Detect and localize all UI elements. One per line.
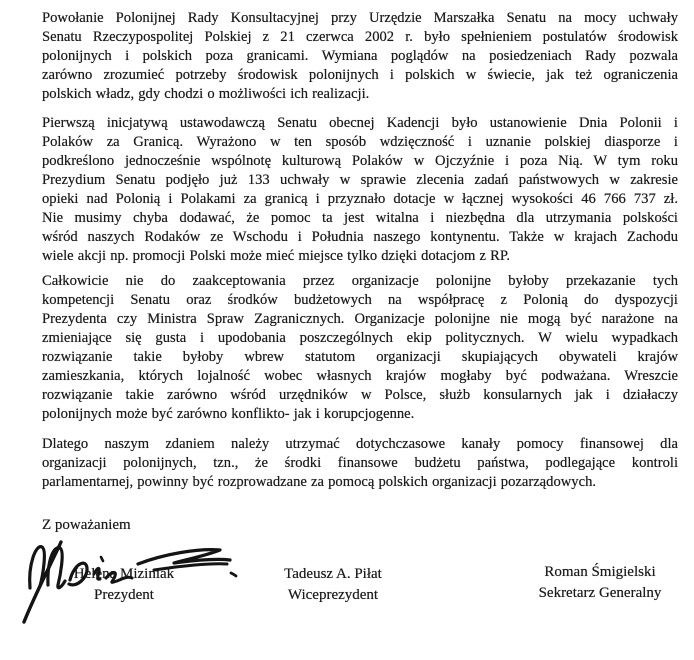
paragraph-line: Pierwszą inicjatywą ustawodawczą Senatu obecnej Kadencji było ustanowienie Dnia Polonii i — [42, 115, 678, 131]
signatory-title: Prezydent — [94, 587, 154, 603]
signatory-title: Wiceprezydent — [287, 587, 379, 603]
paragraph-line: zmieniające się gusta i upodobania poszczególnych ekip politycznych. W wielu wypadkach — [42, 330, 678, 346]
paragraph-line: opieki nad Polonią i Polakami za granicą i przyznało dotacje w łącznej wysokości 46 766 737 zł. — [42, 191, 678, 207]
paragraph-line: rozwiązanie takie byłoby wbrew statutom organizacji skupiających obywateli krajów — [42, 349, 678, 365]
paragraph-line: kompetencji Senatu oraz środków budżetowych na współpracę z Polonią do dyspozycji — [42, 292, 678, 308]
paragraph-line: polonijnych może być zarówno konflikto- jak i korupcjogenne. — [42, 406, 415, 422]
paragraph-line: Nie musimy chyba dodawać, że pomoc ta jest witalna i niezbędna dla utrzymania polskości — [42, 210, 678, 226]
paragraph-line: Prezydium Senatu podjęło już 133 uchwały w sprawie zlecenia zadań państwowych w zakresie — [42, 172, 678, 188]
signatory-title: Sekretarz Generalny — [538, 585, 662, 601]
paragraph-line: organizacji polonijnych, tzn., że środki finansowe budżetu państwa, podlegające kontroli — [42, 455, 678, 471]
paragraph — [42, 272, 678, 424]
signatory-name: Helena Miziniak — [73, 566, 175, 582]
paragraph-line: Dlatego naszym zdaniem należy utrzymać dotychczasowe kanały pomocy finansowej dla — [42, 436, 678, 452]
paragraph-line: zamieszkania, których lojalność wobec własnych krajów mogłaby być podważana. Wreszcie — [42, 368, 678, 384]
paragraph-line: Prezydenta czy Ministra Spraw Zagranicznych. Organizacje polonijne nie mogą być narażone na — [42, 311, 678, 327]
signatory-name: Tadeusz A. Piłat — [284, 566, 382, 582]
signatory-name: Roman Śmigielski — [544, 564, 656, 580]
paragraph — [42, 9, 678, 104]
paragraph-line: parlamentarnej, powinny być rozprowadzane za pomocą polskich organizacji pozarządowych. — [42, 474, 597, 490]
paragraph-line: rozwiązanie takie zarówno wśród urzędników w Polsce, służb konsularnych jak i działaczy — [42, 387, 678, 403]
paragraph — [42, 435, 678, 492]
closing-salutation: Z poważaniem — [42, 517, 131, 533]
paragraph-line: polskich władz, gdy chodzi o możliwości ich realizacji. — [42, 86, 370, 102]
paragraph-line: Polaków za Granicą. Wyrażono w ten sposób wdzięczność i uznanie polskiej diasporze i — [42, 134, 678, 150]
paragraph — [42, 114, 678, 266]
letter-body — [42, 9, 678, 492]
paragraph-line: zarówno zrozumieć potrzeby środowisk polonijnych i polskich w świecie, jak też ograniczenia — [42, 67, 678, 83]
signatory-block — [38, 564, 210, 606]
paragraph-line: polonijnych i polskich poza granicami. Wymiana poglądów na posiedzeniach Rady pozwala — [42, 48, 678, 64]
paragraph-line: Powołanie Polonijnej Rady Konsultacyjnej przy Urzędzie Marszałka Senatu na mocy uchwały — [42, 10, 678, 26]
paragraph-line: wiele akcji np. promocji Polski może mieć miejsce tylko dzięki dotacjom z RP. — [42, 248, 511, 264]
signatory-block — [248, 564, 418, 606]
paragraph-line: wśród naszych Rodaków ze Wschodu i Południa naszego kontynentu. Także w krajach Zachodu — [42, 229, 678, 245]
paragraph-line: Senatu Rzeczypospolitej Polskiej z 21 czerwca 2002 r. było spełnieniem postulatów środowisk — [42, 29, 678, 45]
paragraph-line: podkreślono jednocześnie wspólnotę kulturową Polaków w Ojczyźnie i poza Nią. W tym roku — [42, 153, 678, 169]
signatory-block — [506, 562, 694, 604]
paragraph-line: Całkowicie nie do zaakceptowania przez organizacje polonijne byłoby przekazanie tych — [42, 273, 678, 289]
